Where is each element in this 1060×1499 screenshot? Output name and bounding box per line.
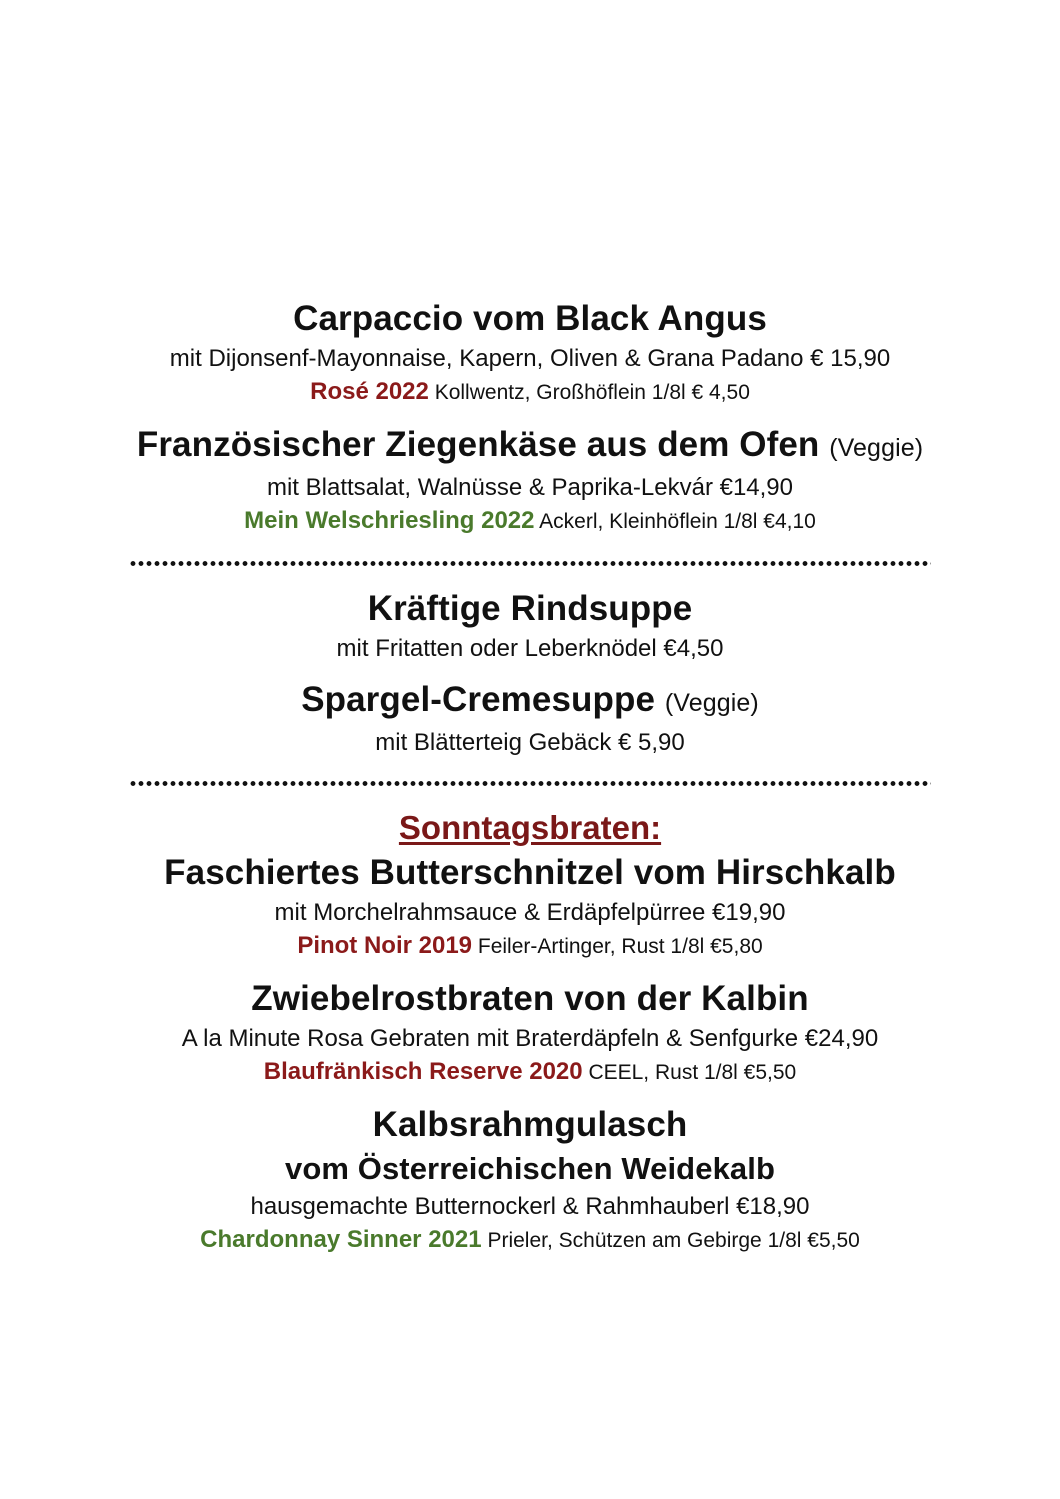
dish-title: Kräftige Rindsuppe <box>367 589 693 628</box>
dish-description: mit Fritatten oder Leberknödel €4,50 <box>336 635 724 662</box>
dish-title: Kalbsrahmgulasch <box>372 1105 688 1144</box>
dish-description: hausgemachte Butternockerl & Rahmhauberl €18,90 <box>250 1193 810 1220</box>
wine-info: Kollwentz, Großhöflein 1/8l € 4,50 <box>434 381 750 404</box>
dish-description: mit Blattsalat, Walnüsse & Paprika-Lekvár €14,90 <box>266 474 794 501</box>
wine-name: Chardonnay Sinner 2021 <box>200 1226 482 1253</box>
wine-name: Pinot Noir 2019 <box>297 932 473 959</box>
wine-name: Mein Welschriesling 2022 <box>244 507 535 534</box>
wine-name: Blaufränkisch Reserve 2020 <box>263 1058 583 1085</box>
dish-title: Zwiebelrostbraten von der Kalbin <box>251 979 809 1018</box>
dish-carpaccio <box>0 296 1060 410</box>
wine-info: Feiler-Artinger, Rust 1/8l €5,80 <box>477 935 763 958</box>
menu-content <box>0 296 1060 1258</box>
dish-kalbsrahmgulasch <box>0 1102 1060 1258</box>
dish-butterschnitzel <box>0 850 1060 964</box>
dotted-divider <box>129 561 931 566</box>
dish-subtitle: vom Österreichischen Weidekalb <box>284 1151 775 1186</box>
wine-pairing <box>0 504 1060 539</box>
wine-name: Rosé 2022 <box>310 378 429 405</box>
dish-ziegenkaese <box>0 422 1060 539</box>
wine-info: Ackerl, Kleinhöflein 1/8l €4,10 <box>539 510 816 533</box>
wine-pairing <box>0 375 1060 410</box>
starters-section <box>0 296 1060 539</box>
veggie-note: (Veggie) <box>829 434 924 462</box>
veggie-note: (Veggie) <box>664 689 759 717</box>
dish-zwiebelrostbraten <box>0 976 1060 1090</box>
dish-description: A la Minute Rosa Gebraten mit Braterdäpfeln & Senfgurke €24,90 <box>181 1025 879 1052</box>
wine-info: Prieler, Schützen am Gebirge 1/8l €5,50 <box>487 1229 860 1252</box>
soups-section <box>0 586 1060 759</box>
dish-title: Spargel-Cremesuppe (Veggie) <box>301 680 759 719</box>
sunday-roast-section <box>0 806 1060 1258</box>
dish-title: Faschiertes Butterschnitzel vom Hirschkalb <box>164 853 896 892</box>
dish-description: mit Dijonsenf-Mayonnaise, Kapern, Oliven & Grana Padano € 15,90 <box>169 345 891 372</box>
dotted-divider <box>129 781 931 786</box>
section-heading: Sonntagsbraten: <box>398 809 662 846</box>
dish-description: mit Blätterteig Gebäck € 5,90 <box>375 729 685 756</box>
dish-title: Französischer Ziegenkäse aus dem Ofen (Veggie) <box>136 425 924 464</box>
dish-spargel-cremesuppe <box>0 677 1060 759</box>
wine-pairing <box>0 929 1060 964</box>
dish-rindsuppe <box>0 586 1060 665</box>
wine-info: CEEL, Rust 1/8l €5,50 <box>588 1061 797 1084</box>
wine-pairing <box>0 1055 1060 1090</box>
wine-pairing <box>0 1223 1060 1258</box>
dish-title: Carpaccio vom Black Angus <box>293 299 767 338</box>
dish-description: mit Morchelrahmsauce & Erdäpfelpürree €19,90 <box>274 899 786 926</box>
